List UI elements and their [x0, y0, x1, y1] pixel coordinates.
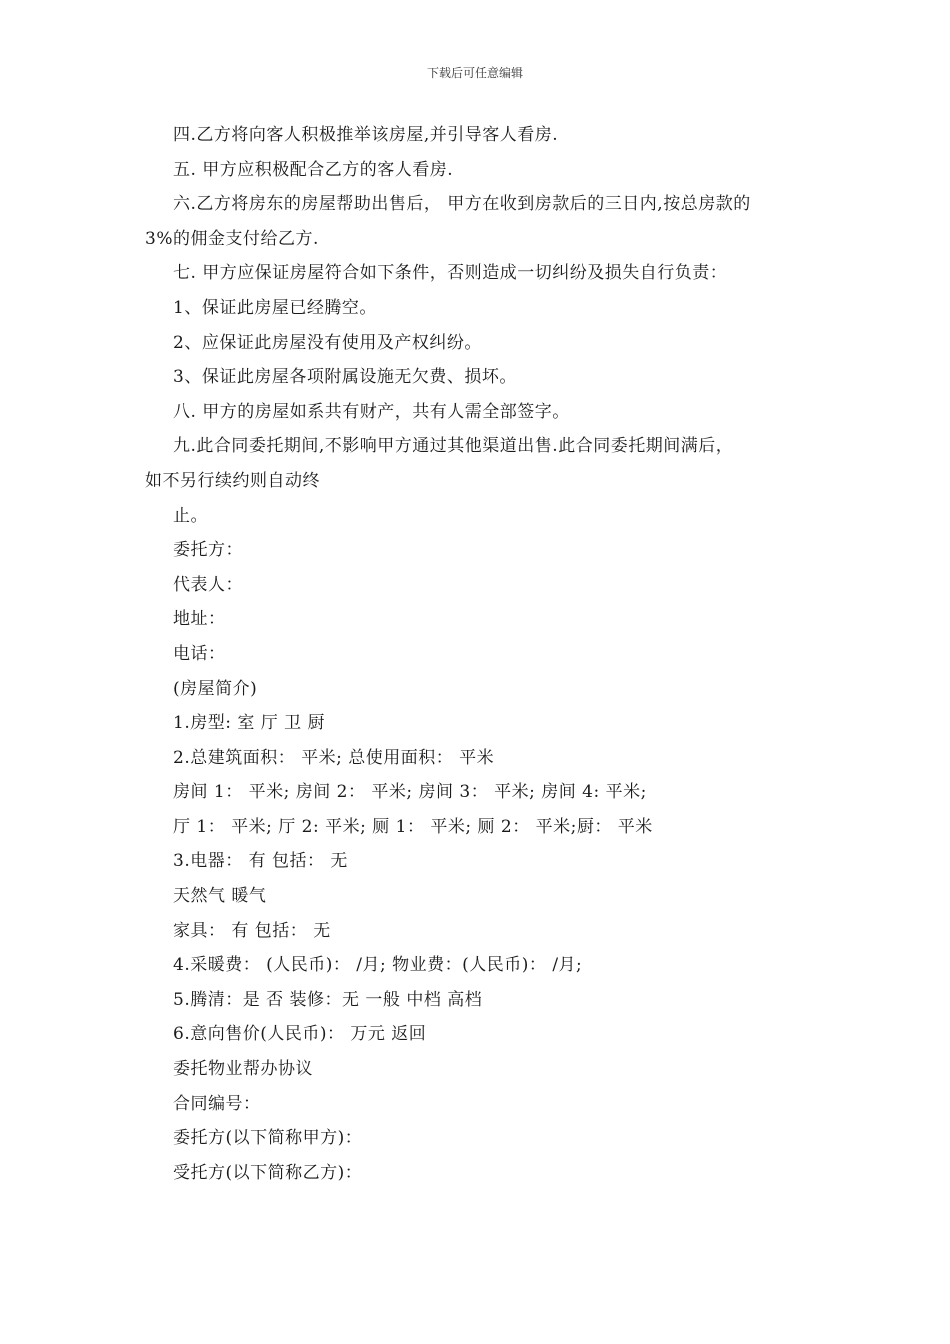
room-areas: 房间 1： 平米; 房间 2： 平米; 房间 3： 平米; 房间 4: 平米; [173, 782, 647, 803]
heating-property-fees: 4.采暖费： (人民币)： /月; 物业费：(人民币)： /月; [173, 955, 583, 976]
total-area: 2.总建筑面积： 平米; 总使用面积： 平米 [173, 747, 495, 768]
clause-4: 四.乙方将向客人积极推举该房屋,并引导客人看房. [173, 125, 559, 145]
representative-label: 代表人： [173, 574, 243, 595]
clause-9-continued: 如不另行续约则自动终 [145, 470, 320, 491]
hall-bath-kitchen-areas: 厅 1： 平米; 厅 2: 平米; 厕 1： 平米; 厕 2： 平米;厨： 平米 [173, 816, 653, 837]
intended-price: 6.意向售价(人民币)： 万元 返回 [173, 1024, 427, 1045]
vacancy-decoration: 5.腾清：是 否 装修：无 一般 中档 高档 [173, 989, 483, 1010]
phone-label: 电话： [173, 643, 226, 664]
clause-6: 六.乙方将房东的房屋帮助出售后， 甲方在收到房款后的三日内,按总房款的 [173, 194, 751, 215]
party-a-label: 委托方(以下简称甲方)： [173, 1128, 363, 1149]
appliances: 3.电器： 有 包括： 无 [173, 851, 348, 872]
clause-5: 五. 甲方应积极配合乙方的客人看房. [173, 159, 454, 180]
document-body [145, 118, 817, 1190]
clause-7-item-2: 2、应保证此房屋没有使用及产权纠纷。 [173, 332, 482, 353]
clause-9: 九.此合同委托期间,不影响甲方通过其他渠道出售.此合同委托期间满后， [173, 436, 734, 457]
party-b-label: 受托方(以下简称乙方)： [173, 1162, 363, 1183]
gas-heating: 天然气 暖气 [173, 886, 267, 907]
clause-6-continued: 3%的佣金支付给乙方. [145, 228, 319, 249]
clause-9-end: 止。 [173, 505, 208, 526]
client-label: 委托方： [173, 540, 243, 561]
agreement-title: 委托物业帮办协议 [173, 1059, 313, 1080]
house-type: 1.房型: 室 厅 卫 厨 [173, 713, 326, 734]
contract-number-label: 合同编号： [173, 1093, 261, 1114]
house-intro-heading: (房屋简介) [173, 678, 258, 699]
clause-7: 七. 甲方应保证房屋符合如下条件，否则造成一切纠纷及损失自行负责： [173, 263, 728, 284]
clause-7-item-1: 1、保证此房屋已经腾空。 [173, 297, 377, 318]
address-label: 地址： [173, 609, 226, 630]
page-header: 下载后可任意编辑 [426, 66, 523, 80]
clause-7-item-3: 3、保证此房屋各项附属设施无欠费、损坏。 [173, 367, 517, 388]
clause-8: 八. 甲方的房屋如系共有财产，共有人需全部签字。 [173, 401, 570, 422]
furniture: 家具： 有 包括： 无 [173, 920, 331, 941]
